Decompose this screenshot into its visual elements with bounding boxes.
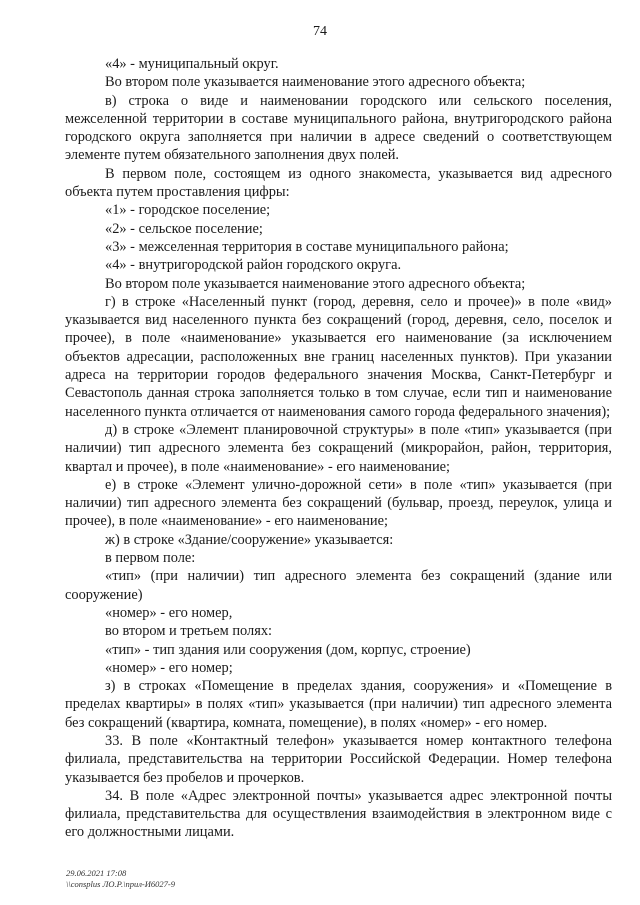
paragraph: 33. В поле «Контактный телефон» указывается номер контактного телефона филиала, представительства на территории Российской Федерации. Номер телефона указывается без пробелов и прочерков. <box>65 732 612 786</box>
paragraph: Во втором поле указывается наименование этого адресного объекта; <box>105 275 526 292</box>
paragraph: г) в строке «Населенный пункт (город, деревня, село и прочее)» в поле «вид» указывается вид населенного пункта без сокращений (город, деревня, село, поселок и прочее), в поле «наименование» указывается его наименование (за исключением объектов адресации, расположенных вне границ населенных пунктов). При указании адреса на территории городов федерального значения Москва, Санкт-Петербург и Севастополь данная строка заполняется только в том случае, если тип и наименование населенного пункта отличается от наименования самого города федерального значения); <box>65 293 612 420</box>
paragraph: е) в строке «Элемент улично-дорожной сети» в поле «тип» указывается (при наличии) тип адресного элемента без сокращений (бульвар, проезд, переулок, улица и прочее), в поле «наименование» - его наименование; <box>65 476 612 530</box>
paragraph: в) строка о виде и наименовании городского или сельского поселения, межселенной территории в составе муниципального района, внутригородского района городского округа заполняется при наличии в адресе сведений о соответствующем элементе путем обязательного заполнения двух полей. <box>65 92 612 164</box>
paragraph: «4» - муниципальный округ. <box>105 56 279 72</box>
footer-filepath: \\consplus ЛО.Р.\прил-И6027-9 <box>66 879 175 889</box>
paragraph: «номер» - его номер; <box>105 659 233 676</box>
print-footer <box>66 868 175 890</box>
document-body <box>65 55 612 842</box>
paragraph: Во втором поле указывается наименование этого адресного объекта; <box>105 74 526 91</box>
paragraph: ж) в строке «Здание/сооружение» указывается: <box>105 531 394 548</box>
paragraph: д) в строке «Элемент планировочной структуры» в поле «тип» указывается (при наличии) тип адресного элемента без сокращений (микрорайон, район, территория, квартал и прочее), в поле «наименование» - его наименование; <box>65 421 612 475</box>
footer-timestamp: 29.06.2021 17:08 <box>66 868 127 878</box>
paragraph: «тип» (при наличии) тип адресного элемента без сокращений (здание или сооружение) <box>65 568 612 603</box>
paragraph: «тип» - тип здания или сооружения (дом, корпус, строение) <box>105 641 471 658</box>
paragraph: «3» - межселенная территория в составе муниципального района; <box>105 238 509 255</box>
paragraph: 34. В поле «Адрес электронной почты» указывается адрес электронной почты филиала, представительства для осуществления взаимодействия в электронном виде с его должностными лицами. <box>65 787 612 841</box>
page-number: 74 <box>313 24 327 39</box>
paragraph: в первом поле: <box>105 550 196 567</box>
paragraph: «2» - сельское поселение; <box>105 220 263 237</box>
paragraph: «номер» - его номер, <box>105 604 233 621</box>
paragraph: В первом поле, состоящем из одного знакоместа, указывается вид адресного объекта путем проставления цифры: <box>65 165 612 201</box>
paragraph: з) в строках «Помещение в пределах здания, сооружения» и «Помещение в пределах квартиры» в полях «тип» указывается (при наличии) тип адресного элемента без сокращений (квартира, комната, помещение), в полях «номер» - его номер. <box>65 678 612 731</box>
paragraph: во втором и третьем полях: <box>105 623 273 640</box>
paragraph: «1» - городское поселение; <box>105 202 271 219</box>
paragraph: «4» - внутригородской район городского округа. <box>105 257 402 274</box>
